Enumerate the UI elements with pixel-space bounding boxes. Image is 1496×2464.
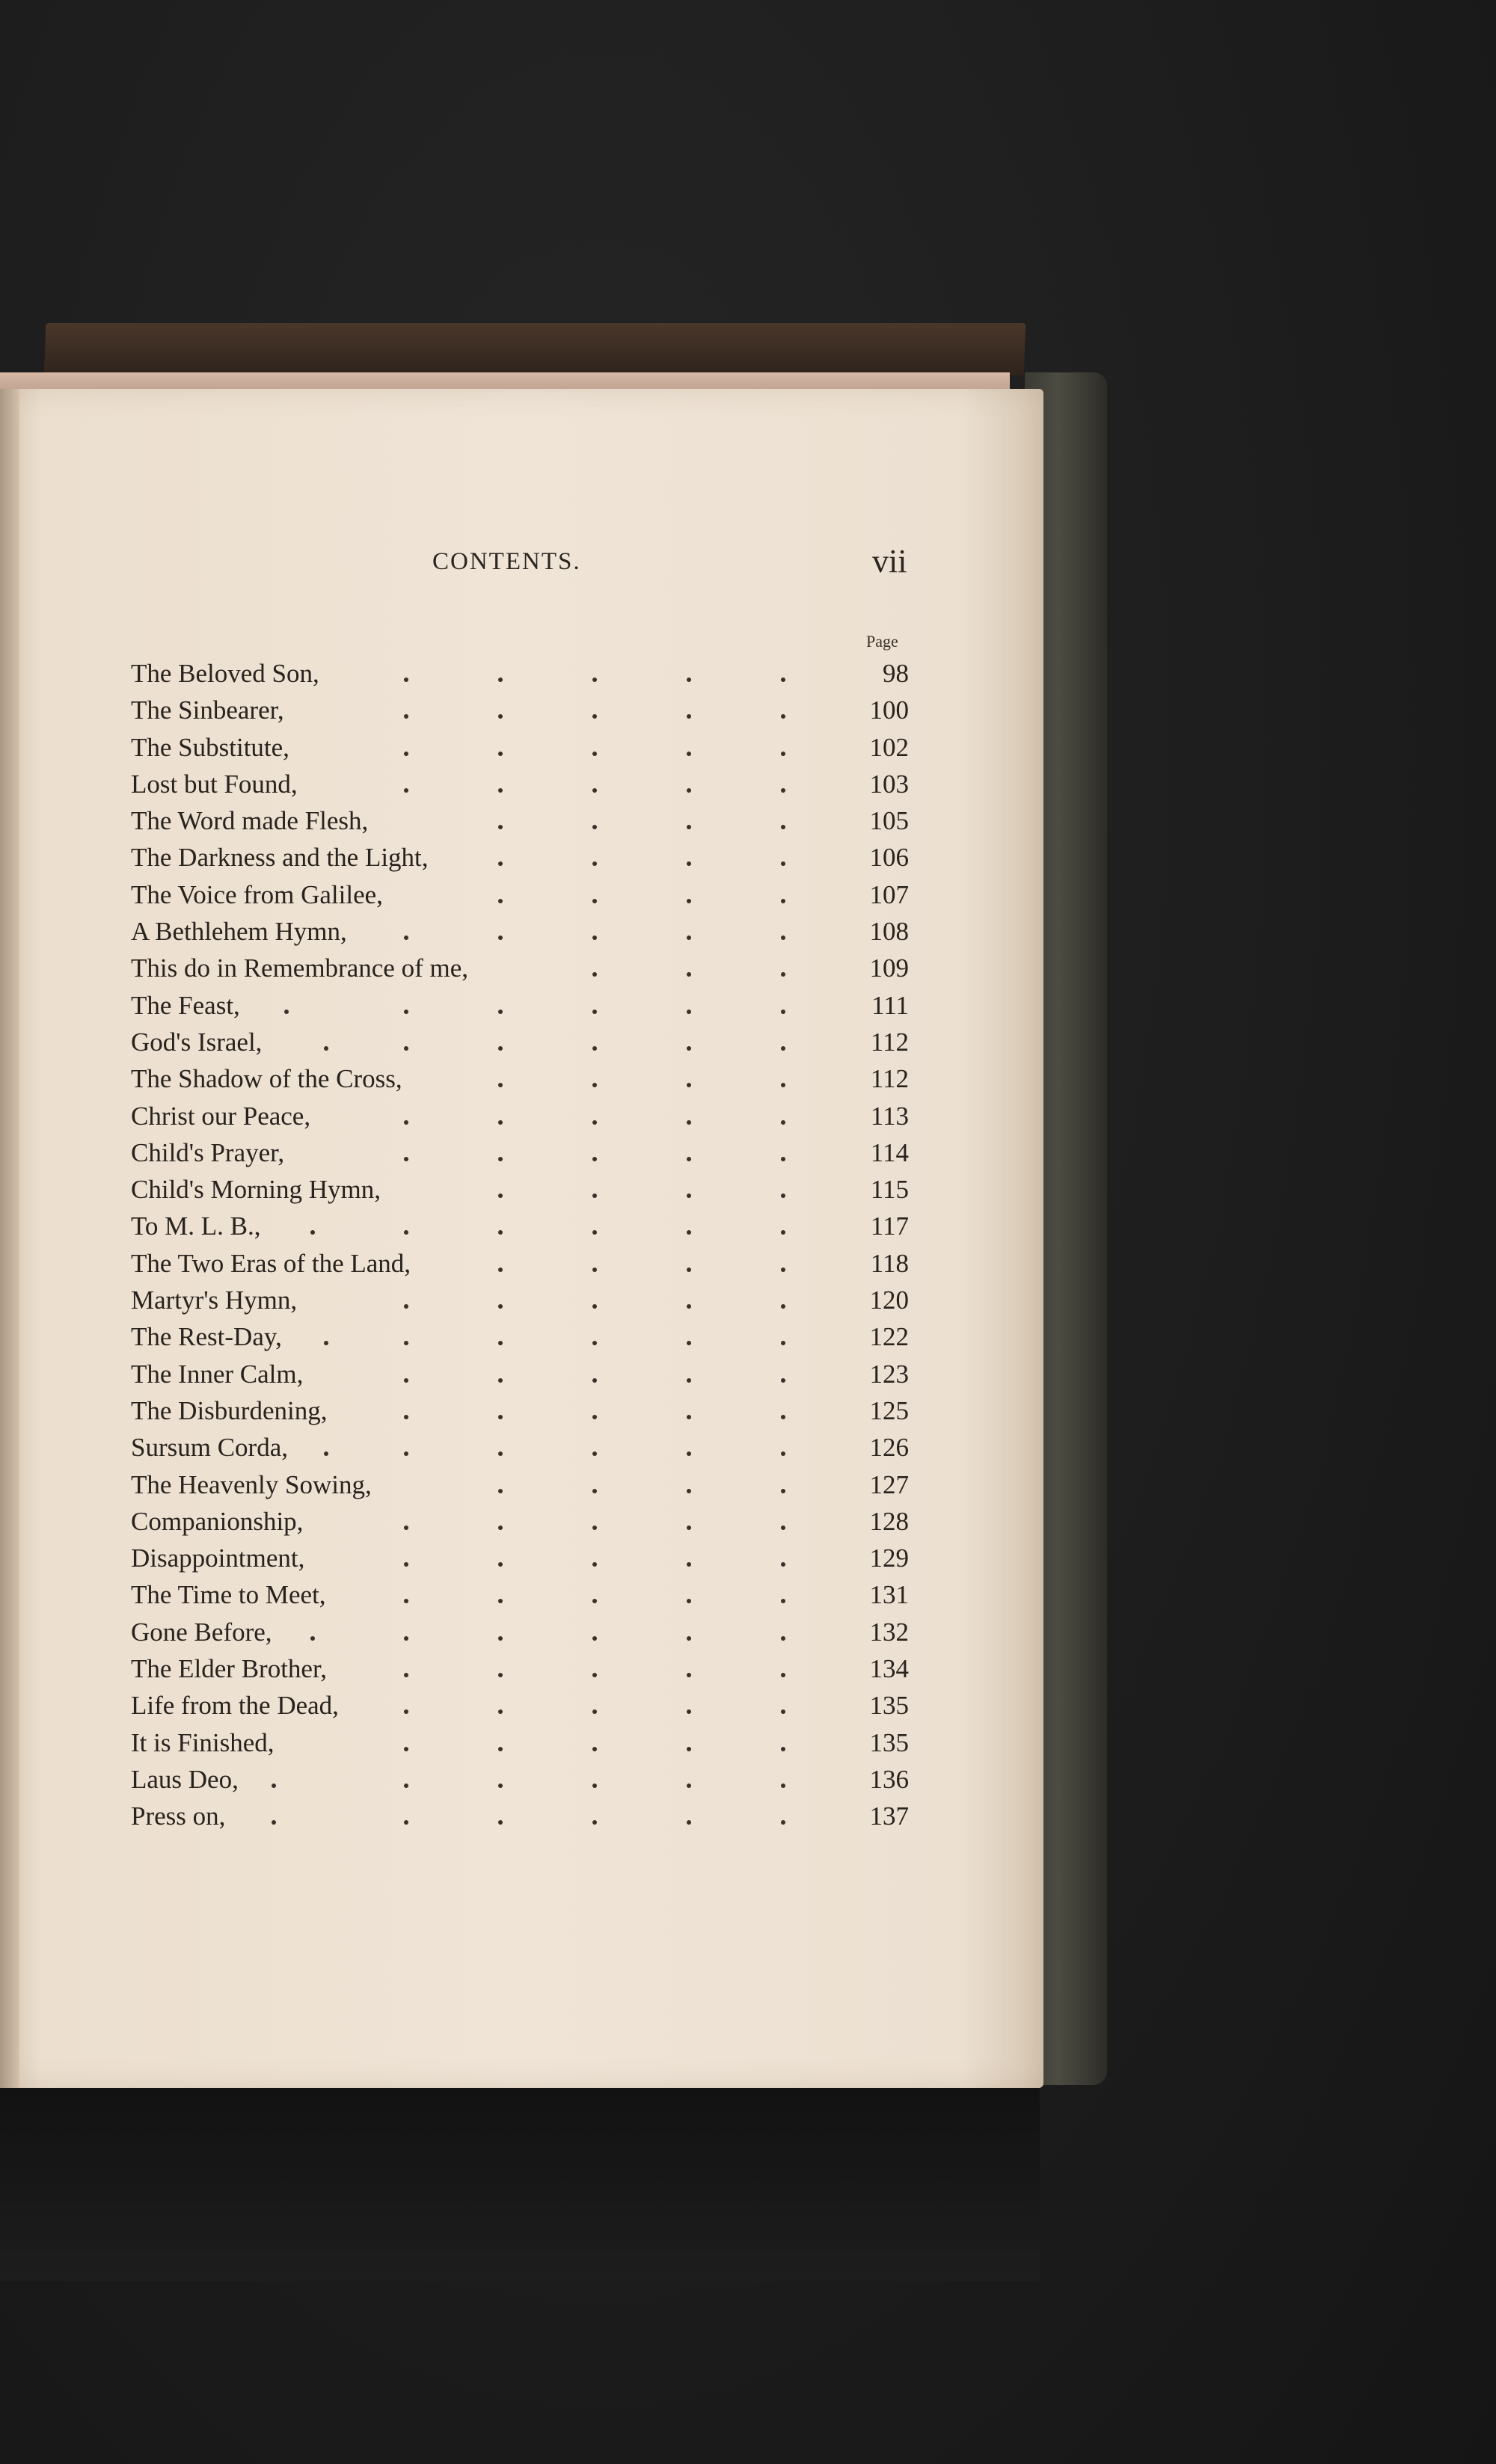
toc-entry <box>131 1650 909 1687</box>
toc-entry-page-number: 107 <box>869 879 909 909</box>
toc-entry-page-number: 102 <box>869 732 909 762</box>
toc-entry-title: To M. L. B., <box>131 1211 261 1241</box>
toc-entry <box>131 1208 909 1244</box>
leader-dot <box>592 1489 597 1493</box>
toc-entry-title: Laus Deo, <box>131 1764 239 1794</box>
toc-entry-page-number: 135 <box>869 1727 909 1757</box>
leader-dot <box>781 1562 785 1567</box>
toc-entry-page-number: 112 <box>870 1064 909 1094</box>
leader-dot <box>404 1709 408 1714</box>
toc-entry <box>131 1134 909 1171</box>
leader-dot <box>592 825 597 829</box>
leader-dot <box>781 1673 785 1677</box>
leader-dot <box>781 788 785 793</box>
toc-entry <box>131 1171 909 1208</box>
leader-dot <box>324 1046 328 1051</box>
leader-dot <box>687 1193 691 1198</box>
leader-dot <box>781 1747 785 1751</box>
leader-dot <box>404 1341 408 1345</box>
leader-dot <box>687 1268 691 1272</box>
leader-dot <box>781 1046 785 1051</box>
toc-entry-title: The Heavenly Sowing, <box>131 1469 372 1499</box>
leader-dot <box>404 1526 408 1530</box>
leader-dot <box>498 1378 503 1383</box>
leader-dot <box>592 1709 597 1714</box>
toc-entry-page-number: 136 <box>869 1764 909 1794</box>
toc-entry-title: Child's Prayer, <box>131 1137 285 1167</box>
leader-dot <box>498 1747 503 1751</box>
leader-dot <box>781 752 785 756</box>
book-cover-top-edge <box>44 323 1026 375</box>
toc-entry <box>131 1318 909 1355</box>
toc-entry-page-number: 106 <box>869 843 909 873</box>
leader-dot <box>272 1784 276 1788</box>
running-head: CONTENTS. <box>432 548 581 575</box>
leader-dot <box>592 1046 597 1051</box>
toc-entry-title: Companionship, <box>131 1506 304 1536</box>
toc-entry-title: God's Israel, <box>131 1027 263 1057</box>
leader-dot <box>687 1378 691 1383</box>
toc-entry-page-number: 127 <box>869 1469 909 1499</box>
toc-entry-page-number: 126 <box>869 1433 909 1463</box>
leader-dot <box>687 1083 691 1087</box>
leader-dot <box>404 752 408 756</box>
toc-entry-title: A Bethlehem Hymn, <box>131 917 347 947</box>
leader-dot <box>781 825 785 829</box>
toc-entry-page-number: 135 <box>869 1691 909 1721</box>
leader-dot <box>781 1341 785 1345</box>
toc-entry-title: Christ our Peace, <box>131 1101 311 1131</box>
leader-dot <box>687 1709 691 1714</box>
leader-dot <box>781 1820 785 1825</box>
leader-dot <box>687 1562 691 1567</box>
table-of-contents <box>131 655 909 1835</box>
leader-dot <box>498 861 503 866</box>
leader-dot <box>592 1415 597 1419</box>
leader-dot <box>272 1820 276 1825</box>
toc-entry <box>131 1687 909 1724</box>
toc-entry <box>131 1724 909 1761</box>
leader-dot <box>687 1120 691 1125</box>
toc-entry-page-number: 117 <box>870 1211 909 1241</box>
toc-entry-title: Lost but Found, <box>131 769 298 799</box>
leader-dot <box>781 1010 785 1014</box>
leader-dot <box>592 1820 597 1825</box>
toc-entry-page-number: 100 <box>869 695 909 725</box>
toc-entry-page-number: 98 <box>883 659 909 688</box>
leader-dot <box>592 1157 597 1161</box>
leader-dot <box>310 1636 315 1641</box>
leader-dot <box>592 861 597 866</box>
leader-dot <box>687 1784 691 1788</box>
leader-dot <box>781 861 785 866</box>
toc-entry-title: Press on, <box>131 1801 226 1831</box>
leader-dot <box>687 678 691 682</box>
leader-dot <box>687 752 691 756</box>
leader-dot <box>498 1304 503 1309</box>
leader-dot <box>592 1599 597 1603</box>
leader-dot <box>498 1268 503 1272</box>
leader-dot <box>498 714 503 719</box>
toc-entry-page-number: 108 <box>869 917 909 947</box>
leader-dot <box>498 935 503 940</box>
leader-dot <box>404 1784 408 1788</box>
leader-dot <box>404 1378 408 1383</box>
leader-dot <box>498 678 503 682</box>
toc-entry-title: The Elder Brother, <box>131 1654 327 1684</box>
toc-entry-title: The Word made Flesh, <box>131 806 369 836</box>
leader-dot <box>687 825 691 829</box>
leader-dot <box>687 1489 691 1493</box>
bottom-shadow <box>0 2086 1040 2281</box>
leader-dot <box>781 899 785 903</box>
leader-dot <box>498 1636 503 1641</box>
toc-entry-page-number: 111 <box>871 990 909 1020</box>
leader-dot <box>498 1230 503 1235</box>
leader-dot <box>592 1268 597 1272</box>
leader-dot <box>687 972 691 977</box>
leader-dot <box>781 935 785 940</box>
toc-entry-page-number: 129 <box>869 1543 909 1573</box>
toc-entry <box>131 1466 909 1503</box>
toc-entry <box>131 1098 909 1134</box>
toc-entry <box>131 1060 909 1097</box>
leader-dot <box>404 1451 408 1456</box>
leader-dot <box>404 1820 408 1825</box>
leader-dot <box>592 1341 597 1345</box>
leader-dot <box>498 1526 503 1530</box>
leader-dot <box>592 1230 597 1235</box>
leader-dot <box>781 714 785 719</box>
leader-dot <box>687 1636 691 1641</box>
leader-dot <box>404 1415 408 1419</box>
leader-dot <box>592 899 597 903</box>
leader-dot <box>498 1046 503 1051</box>
leader-dot <box>498 1157 503 1161</box>
leader-dot <box>592 1304 597 1309</box>
leader-dot <box>687 1010 691 1014</box>
leader-dot <box>592 1451 597 1456</box>
toc-entry-title: It is Finished, <box>131 1727 275 1757</box>
toc-entry-page-number: 112 <box>870 1027 909 1057</box>
toc-entry-title: The Sinbearer, <box>131 695 284 725</box>
leader-dot <box>404 1599 408 1603</box>
leader-dot <box>404 788 408 793</box>
toc-entry <box>131 950 909 986</box>
toc-entry-page-number: 132 <box>869 1617 909 1647</box>
leader-dot <box>310 1230 315 1235</box>
leader-dot <box>498 1083 503 1087</box>
toc-entry <box>131 1503 909 1540</box>
leader-dot <box>404 1673 408 1677</box>
leader-dot <box>781 1451 785 1456</box>
toc-entry-title: Gone Before, <box>131 1617 272 1647</box>
toc-entry <box>131 1282 909 1318</box>
toc-entry <box>131 1392 909 1429</box>
leader-dot <box>781 972 785 977</box>
leader-dot <box>498 1489 503 1493</box>
leader-dot <box>781 1304 785 1309</box>
toc-entry <box>131 802 909 839</box>
leader-dot <box>781 1599 785 1603</box>
toc-entry-title: The Beloved Son, <box>131 659 319 688</box>
leader-dot <box>687 1341 691 1345</box>
leader-dot <box>404 1157 408 1161</box>
leader-dot <box>404 1046 408 1051</box>
leader-dot <box>324 1451 328 1456</box>
leader-dot <box>781 1489 785 1493</box>
toc-entry <box>131 1024 909 1060</box>
leader-dot <box>404 714 408 719</box>
leader-dot <box>781 1120 785 1125</box>
leader-dot <box>498 1341 503 1345</box>
leader-dot <box>498 1010 503 1014</box>
toc-entry-title: The Rest-Day, <box>131 1322 282 1352</box>
leader-dot <box>404 678 408 682</box>
toc-entry-page-number: 128 <box>869 1506 909 1536</box>
leader-dot <box>592 972 597 977</box>
leader-dot <box>498 899 503 903</box>
leader-dot <box>498 825 503 829</box>
toc-entry-title: The Two Eras of the Land, <box>131 1248 411 1278</box>
leader-dot <box>498 1820 503 1825</box>
toc-entry-page-number: 137 <box>869 1801 909 1831</box>
leader-dot <box>687 1046 691 1051</box>
leader-dot <box>687 899 691 903</box>
leader-dot <box>592 1636 597 1641</box>
leader-dot <box>284 1010 289 1014</box>
leader-dot <box>781 1636 785 1641</box>
leader-dot <box>498 1562 503 1567</box>
toc-entry-page-number: 134 <box>869 1654 909 1684</box>
leader-dot <box>687 1157 691 1161</box>
leader-dot <box>781 1378 785 1383</box>
toc-entry <box>131 1429 909 1466</box>
leader-dot <box>687 935 691 940</box>
leader-dot <box>498 1709 503 1714</box>
toc-entry-title: The Feast, <box>131 990 240 1020</box>
leader-dot <box>781 1415 785 1419</box>
leader-dot <box>781 1083 785 1087</box>
leader-dot <box>404 935 408 940</box>
leader-dot <box>687 788 691 793</box>
toc-entry-page-number: 123 <box>869 1359 909 1389</box>
leader-dot <box>592 1526 597 1530</box>
toc-entry <box>131 1576 909 1613</box>
toc-entry <box>131 1356 909 1392</box>
leader-dot <box>781 678 785 682</box>
toc-entry <box>131 1540 909 1576</box>
toc-entry-page-number: 122 <box>869 1322 909 1352</box>
toc-entry-page-number: 109 <box>869 953 909 983</box>
toc-entry <box>131 729 909 766</box>
leader-dot <box>687 1599 691 1603</box>
toc-entry-title: The Inner Calm, <box>131 1359 304 1389</box>
leader-dot <box>498 1193 503 1198</box>
toc-entry-page-number: 118 <box>870 1248 909 1278</box>
toc-entry <box>131 655 909 692</box>
leader-dot <box>781 1709 785 1714</box>
leader-dot <box>592 935 597 940</box>
leader-dot <box>404 1562 408 1567</box>
leader-dot <box>498 1415 503 1419</box>
toc-entry-title: The Time to Meet, <box>131 1580 326 1610</box>
leader-dot <box>592 1673 597 1677</box>
leader-dot <box>404 1636 408 1641</box>
leader-dot <box>592 1378 597 1383</box>
leader-dot <box>592 1562 597 1567</box>
leader-dot <box>592 1784 597 1788</box>
toc-entry <box>131 1761 909 1798</box>
leader-dot <box>592 1193 597 1198</box>
toc-entry-page-number: 120 <box>869 1285 909 1315</box>
toc-entry-page-number: 115 <box>870 1175 909 1205</box>
page-folio: vii <box>872 543 907 580</box>
toc-entry-page-number: 105 <box>869 806 909 836</box>
toc-entry <box>131 1245 909 1282</box>
leader-dot <box>687 1415 691 1419</box>
leader-dot <box>687 1747 691 1751</box>
leader-dot <box>687 714 691 719</box>
leader-dot <box>687 1230 691 1235</box>
leader-dot <box>404 1747 408 1751</box>
page-column-label: Page <box>866 632 898 651</box>
leader-dot <box>592 788 597 793</box>
toc-entry-page-number: 103 <box>869 769 909 799</box>
toc-entry-title: Sursum Corda, <box>131 1433 288 1463</box>
leader-dot <box>404 1010 408 1014</box>
leader-dot <box>781 1268 785 1272</box>
toc-entry-title: Child's Morning Hymn, <box>131 1175 381 1205</box>
toc-entry-title: The Darkness and the Light, <box>131 843 429 873</box>
leader-dot <box>592 1010 597 1014</box>
toc-entry <box>131 876 909 913</box>
leader-dot <box>498 1784 503 1788</box>
toc-entry <box>131 692 909 728</box>
leader-dot <box>592 1747 597 1751</box>
leader-dot <box>592 714 597 719</box>
toc-entry <box>131 766 909 802</box>
toc-entry <box>131 839 909 876</box>
toc-entry-title: Martyr's Hymn, <box>131 1285 298 1315</box>
leader-dot <box>498 1451 503 1456</box>
leader-dot <box>687 1526 691 1530</box>
leader-dot <box>404 1230 408 1235</box>
leader-dot <box>498 1599 503 1603</box>
leader-dot <box>592 1120 597 1125</box>
leader-dot <box>781 1230 785 1235</box>
toc-entry-title: This do in Remembrance of me, <box>131 953 468 983</box>
leader-dot <box>781 1526 785 1530</box>
leader-dot <box>498 1120 503 1125</box>
leader-dot <box>592 752 597 756</box>
page-gutter <box>0 389 19 2088</box>
leader-dot <box>404 1304 408 1309</box>
toc-entry <box>131 987 909 1024</box>
leader-dot <box>592 678 597 682</box>
leader-dot <box>781 1157 785 1161</box>
leader-dot <box>781 1193 785 1198</box>
leader-dot <box>687 1673 691 1677</box>
toc-entry <box>131 913 909 950</box>
toc-entry-title: The Shadow of the Cross, <box>131 1064 402 1094</box>
leader-dot <box>687 1451 691 1456</box>
toc-entry-title: The Substitute, <box>131 732 289 762</box>
toc-entry-title: The Voice from Galilee, <box>131 879 383 909</box>
leader-dot <box>404 1120 408 1125</box>
toc-entry-page-number: 125 <box>869 1395 909 1425</box>
leader-dot <box>687 861 691 866</box>
leader-dot <box>592 1083 597 1087</box>
leader-dot <box>687 1304 691 1309</box>
toc-entry <box>131 1798 909 1834</box>
toc-entry-title: Life from the Dead, <box>131 1691 339 1721</box>
toc-entry-title: The Disburdening, <box>131 1395 328 1425</box>
toc-entry-title: Disappointment, <box>131 1543 305 1573</box>
leader-dots <box>131 1798 804 1834</box>
toc-entry-page-number: 131 <box>869 1580 909 1610</box>
leader-dot <box>687 1820 691 1825</box>
leader-dot <box>498 788 503 793</box>
toc-entry <box>131 1614 909 1650</box>
leader-dot <box>498 1673 503 1677</box>
leader-dot <box>781 1784 785 1788</box>
leader-dot <box>324 1341 328 1345</box>
leader-dot <box>498 752 503 756</box>
toc-entry-page-number: 114 <box>870 1137 909 1167</box>
toc-entry-page-number: 113 <box>870 1101 909 1131</box>
